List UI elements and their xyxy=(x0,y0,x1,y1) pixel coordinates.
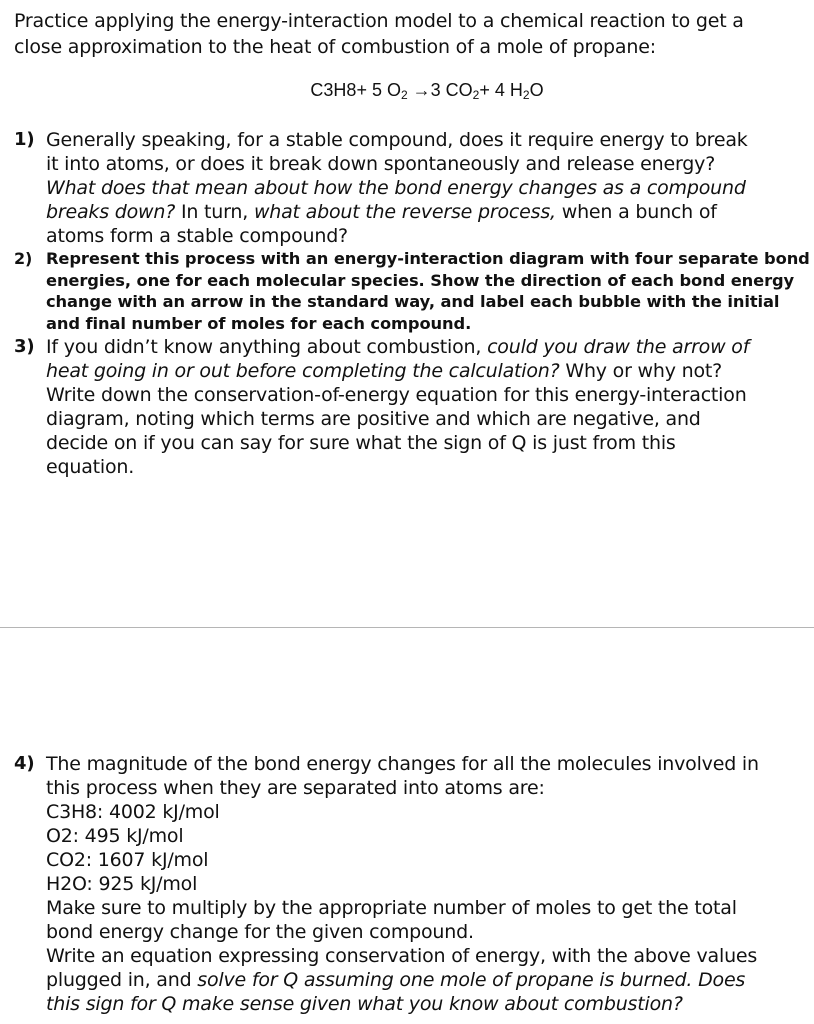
bond-energy-value-co2: CO2: 1607 kJ/mol xyxy=(46,849,209,871)
section-divider xyxy=(0,627,814,628)
question-1 xyxy=(14,128,804,248)
q2-line-2: energies, one for each molecular species. Show the direction of each bond energy xyxy=(46,270,795,290)
q3-line-6: equation. xyxy=(46,456,135,478)
equation-co2-subscript: 2 xyxy=(472,88,480,102)
question-4 xyxy=(14,752,804,1016)
equation-plus-oxygen: + 5 O xyxy=(356,80,401,100)
q4-line-6a: plugged in, and xyxy=(46,969,198,991)
intro-line-1: Practice applying the energy-interaction model to a chemical reaction to get a xyxy=(14,10,744,32)
q4-line-3: Make sure to multiply by the appropriate number of moles to get the total xyxy=(46,897,737,919)
q1-line-2: it into atoms, or does it break down spontaneously and release energy? xyxy=(46,153,716,175)
q4-line-7-italic: this sign for Q make sense given what you know about combustion? xyxy=(46,993,683,1015)
propane-combustion-equation xyxy=(0,80,814,102)
q4-line-4: bond energy change for the given compound. xyxy=(46,921,474,943)
q3-line-2 xyxy=(46,359,804,383)
q4-line-6 xyxy=(46,968,804,992)
equation-arrow-co2: →3 CO xyxy=(407,80,473,100)
q1-line-5: atoms form a stable compound? xyxy=(46,225,348,247)
q2-line-1: Represent this process with an energy-interaction diagram with four separate bond xyxy=(46,249,810,268)
q1-line-3-italic: What does that mean about how the bond energy changes as a compound xyxy=(46,177,746,199)
q3-line-5: decide on if you can say for sure what the sign of Q is just from this xyxy=(46,432,676,454)
equation-h2o-subscript: 2 xyxy=(522,88,530,102)
q2-line-4: and final number of moles for each compound. xyxy=(46,313,472,333)
q4-line-1: The magnitude of the bond energy changes for all the molecules involved in xyxy=(46,753,759,775)
q4-line-6b: solve for Q assuming one mole of propane is burned. Does xyxy=(197,969,746,991)
question-3 xyxy=(14,335,804,479)
intro-line-2: close approximation to the heat of combustion of a mole of propane: xyxy=(14,36,656,58)
q3-line-1 xyxy=(46,335,804,359)
q1-line-4a: breaks down? xyxy=(46,201,176,223)
q4-line-5: Write an equation expressing conservation of energy, with the above values xyxy=(46,945,758,967)
bond-energy-value-c3h8: C3H8: 4002 kJ/mol xyxy=(46,801,220,823)
q3-line-1b: could you draw the arrow of xyxy=(487,336,750,358)
question-2-text xyxy=(46,248,810,334)
q3-line-4: diagram, noting which terms are positive and which are negative, and xyxy=(46,408,701,430)
q1-line-3 xyxy=(46,176,804,200)
equation-water-o: O xyxy=(529,80,544,100)
q4-line-7 xyxy=(46,992,804,1016)
q3-line-2b: Why or why not? xyxy=(559,360,723,382)
question-3-number: 3) xyxy=(14,336,35,357)
q1-line-4d: when a bunch of xyxy=(555,201,717,223)
question-4-number: 4) xyxy=(14,753,35,774)
q1-line-1: Generally speaking, for a stable compound, does it require energy to break xyxy=(46,129,748,151)
question-2 xyxy=(14,248,810,334)
q3-line-3: Write down the conservation-of-energy equation for this energy-interaction xyxy=(46,384,747,406)
question-2-number: 2) xyxy=(14,249,33,268)
intro-paragraph xyxy=(14,8,804,60)
question-3-text xyxy=(46,335,804,479)
equation-plus-water: + 4 H xyxy=(479,80,523,100)
q1-line-4 xyxy=(46,200,804,224)
question-1-number: 1) xyxy=(14,129,35,150)
bond-energy-value-h2o: H2O: 925 kJ/mol xyxy=(46,873,198,895)
q3-line-1a: If you didn’t know anything about combustion, xyxy=(46,336,488,358)
question-4-text xyxy=(46,752,804,1016)
q1-line-4c: what about the reverse process, xyxy=(253,201,556,223)
question-1-text xyxy=(46,128,804,248)
q1-line-4b: In turn, xyxy=(175,201,254,223)
q2-line-3: change with an arrow in the standard way, and label each bubble with the initial xyxy=(46,292,780,311)
equation-o2-subscript: 2 xyxy=(400,88,408,102)
q3-line-2a: heat going in or out before completing the calculation? xyxy=(46,360,560,382)
q4-line-2: this process when they are separated into atoms are: xyxy=(46,777,545,799)
bond-energy-value-o2: O2: 495 kJ/mol xyxy=(46,825,184,847)
equation-reactant-propane: C3H8 xyxy=(310,80,357,100)
